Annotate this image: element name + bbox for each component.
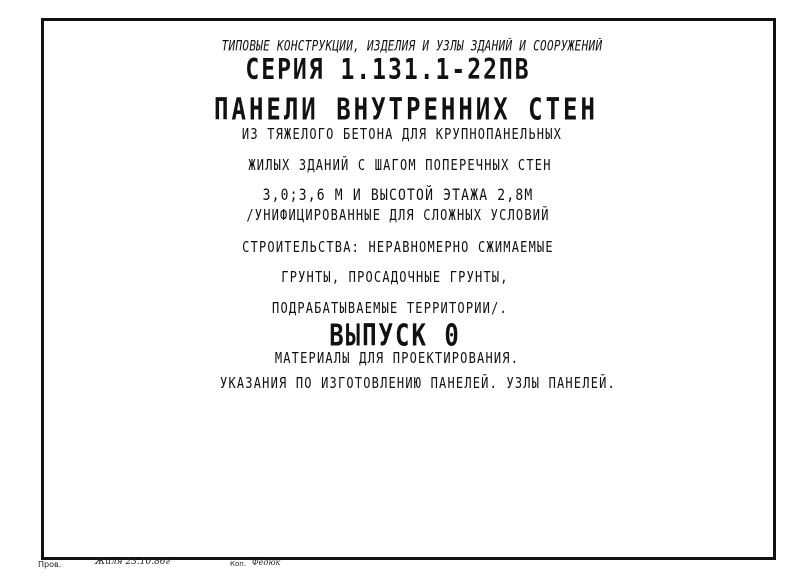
subtitle-line: ИЗ ТЯЖЕЛОГО БЕТОНА ДЛЯ КРУПНОПАНЕЛЬНЫХ	[241, 125, 563, 143]
stamp-checked-label: Пров.	[38, 560, 62, 569]
subtitle-line: 3,0;3,6 М И ВЫСОТОЙ ЭТАЖА 2,8М	[262, 186, 534, 205]
series-header: ТИПОВЫЕ КОНСТРУКЦИИ, ИЗДЕЛИЯ И УЗЛЫ ЗДАНИЙ И СООРУЖЕНИЙ	[221, 38, 603, 55]
subtitle-line: ПОДРАБАТЫВАЕМЫЕ ТЕРРИТОРИИ/.	[272, 299, 508, 317]
stamp-copy-signature: Федюк	[252, 558, 281, 567]
issue-description-line: МАТЕРИАЛЫ ДЛЯ ПРОЕКТИРОВАНИЯ.	[274, 349, 520, 367]
subtitle-line: ЖИЛЫХ ЗДАНИЙ С ШАГОМ ПОПЕРЕЧНЫХ СТЕН	[248, 156, 552, 174]
issue-description-line: УКАЗАНИЯ ПО ИЗГОТОВЛЕНИЮ ПАНЕЛЕЙ. УЗЛЫ ПАНЕЛЕЙ.	[220, 374, 616, 392]
subtitle-line: СТРОИТЕЛЬСТВА: НЕРАВНОМЕРНО СЖИМАЕМЫЕ	[242, 238, 554, 256]
series-code: СЕРИЯ 1.131.1-22ПВ	[245, 54, 531, 87]
stamp-copy-label: Коп.	[230, 560, 247, 568]
stamp-checked-signature: Жиля 23.10.86г	[95, 557, 171, 567]
subtitle-line: ГРУНТЫ, ПРОСАДОЧНЫЕ ГРУНТЫ,	[281, 268, 509, 286]
document-title: ПАНЕЛИ ВНУТРЕННИХ СТЕН	[214, 92, 598, 127]
subtitle-line: /УНИФИЦИРОВАННЫЕ ДЛЯ СЛОЖНЫХ УСЛОВИЙ	[246, 206, 550, 224]
issue-number: ВЫПУСК 0	[329, 318, 461, 353]
